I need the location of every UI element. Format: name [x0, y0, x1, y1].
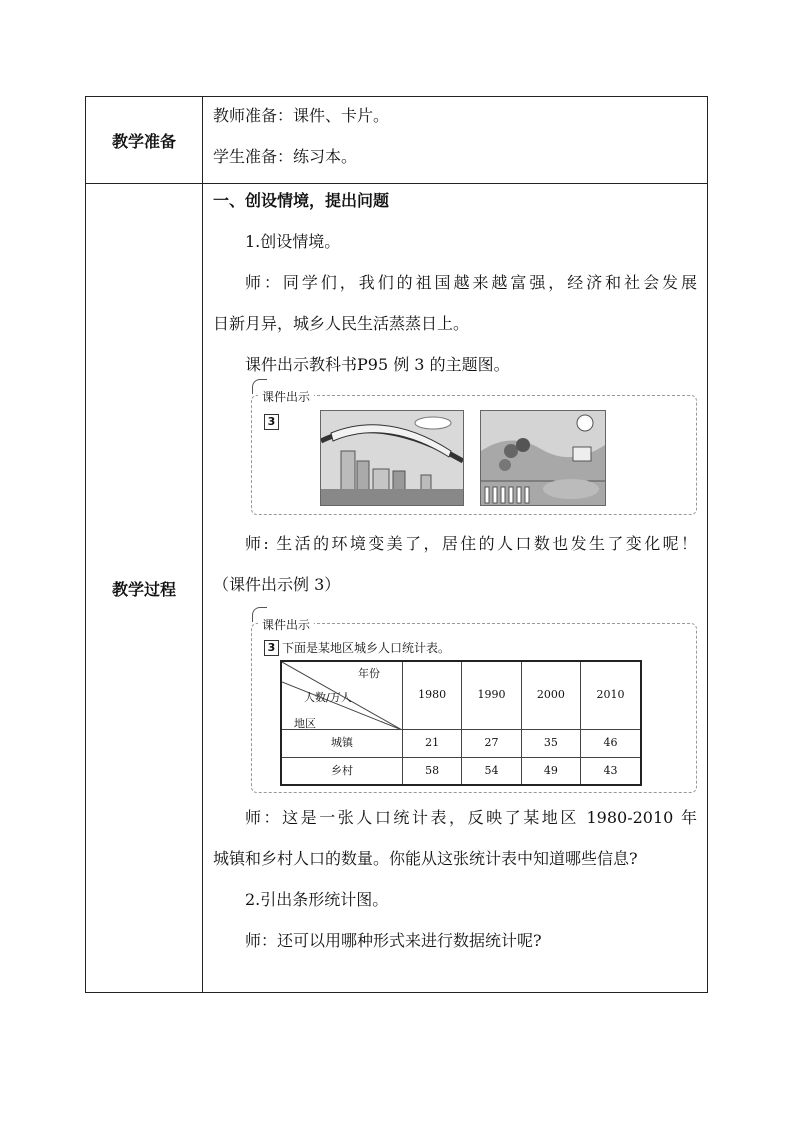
teacher-prep: 教师准备：课件、卡片。	[213, 106, 390, 125]
region-rural: 乡村	[281, 757, 403, 785]
corner-region: 地区	[294, 717, 316, 730]
example-badge-1: 3	[264, 414, 279, 430]
prep-row	[86, 97, 708, 184]
para1-line1: 师：同学们，我们的祖国越来越富强，经济和社会发展	[245, 273, 697, 292]
para3-line1: 师: 生活的环境变美了，居住的人口数也发生了变化呢！	[245, 534, 697, 553]
para4-line1: 师：这是一张人口统计表，反映了某地区 1980-2010 年	[245, 808, 697, 827]
rural-2010: 43	[581, 757, 641, 785]
urban-1990: 27	[462, 729, 521, 757]
step-1: 1.创设情境。	[245, 232, 341, 251]
lesson-plan-table	[85, 96, 708, 993]
table-row	[281, 757, 641, 785]
process-row	[86, 184, 708, 993]
year-2010: 2010	[581, 661, 641, 729]
corner-year: 年份	[358, 667, 380, 680]
prep-content	[203, 97, 708, 184]
courseware-box-1	[251, 390, 697, 515]
region-urban: 城镇	[281, 729, 403, 757]
year-2000: 2000	[521, 661, 580, 729]
process-label: 教学过程	[86, 184, 203, 993]
rural-1980: 58	[403, 757, 462, 785]
urban-1980: 21	[403, 729, 462, 757]
city-train-illustration	[320, 410, 464, 506]
para2: 课件出示教科书P95 例 3 的主题图。	[245, 355, 510, 374]
courseware-tag-2: 课件出示	[258, 615, 314, 635]
countryside-illustration	[480, 410, 606, 506]
rural-1990: 54	[462, 757, 521, 785]
urban-2000: 35	[521, 729, 580, 757]
courseware-box-2	[251, 618, 697, 793]
para4-line2: 城镇和乡村人口的数量。你能从这张统计表中知道哪些信息?	[213, 849, 638, 868]
corner-people: 人数/万人	[304, 691, 352, 704]
prep-label: 教学准备	[86, 97, 203, 184]
section-heading: 一、创设情境，提出问题	[213, 191, 390, 210]
table-caption: 下面是某地区城乡人口统计表。	[282, 641, 451, 655]
year-1990: 1990	[462, 661, 521, 729]
table-row	[281, 729, 641, 757]
step-2: 2.引出条形统计图。	[245, 890, 389, 909]
student-prep: 学生准备：练习本。	[213, 147, 358, 166]
para1-line2: 日新月异，城乡人民生活蒸蒸日上。	[213, 314, 470, 333]
courseware-tag-1: 课件出示	[258, 387, 314, 407]
corner-cell	[281, 661, 403, 729]
year-1980: 1980	[403, 661, 462, 729]
rural-2000: 49	[521, 757, 580, 785]
para5: 师：还可以用哪种形式来进行数据统计呢?	[245, 931, 542, 950]
urban-2010: 46	[581, 729, 641, 757]
para3-line2: （课件出示例 3）	[213, 575, 341, 594]
process-content	[203, 184, 708, 993]
population-table	[280, 660, 642, 786]
example-badge-2: 3	[264, 640, 279, 656]
